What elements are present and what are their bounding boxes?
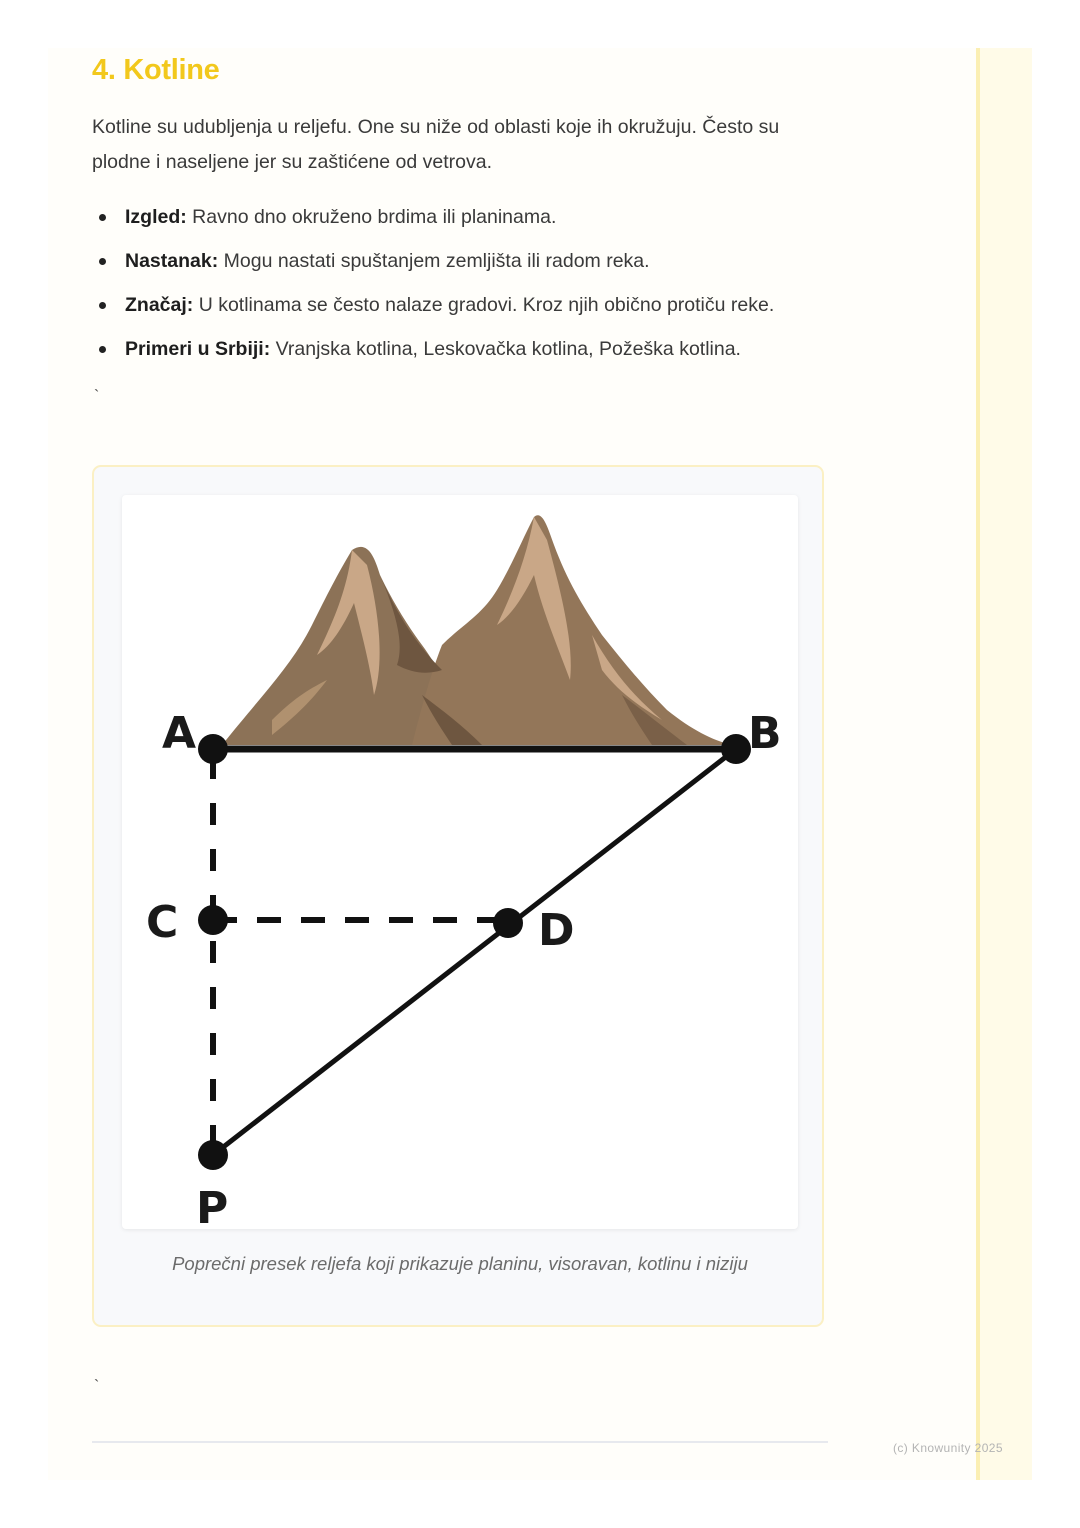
bullet-icon xyxy=(99,258,106,265)
relief-cross-section-image xyxy=(122,495,798,1229)
fact-label: Izgled: xyxy=(125,206,187,228)
fact-label: Značaj: xyxy=(125,294,194,316)
point-c xyxy=(198,905,228,935)
list-item-nastanak xyxy=(92,242,774,286)
copyright-text: (c) Knowunity 2025 xyxy=(893,1441,1003,1455)
list-item-znacaj xyxy=(92,286,774,330)
figure-caption: Poprečni presek reljefa koji prikazuje planinu, visoravan, kotlinu i niziju xyxy=(172,1253,748,1274)
mountains-illustration xyxy=(222,515,732,745)
line-b-p xyxy=(213,749,736,1155)
stray-backtick: ` xyxy=(94,1378,100,1395)
footer-divider xyxy=(92,1441,828,1443)
point-label-a: A xyxy=(162,708,197,759)
point-label-b: B xyxy=(748,708,782,759)
bullet-icon xyxy=(99,214,106,221)
fact-text: U kotlinama se često nalaze gradovi. Kroz njih obično protiču reke. xyxy=(198,294,775,316)
right-mountain xyxy=(412,515,732,745)
point-b xyxy=(721,734,751,764)
point-a xyxy=(198,734,228,764)
fact-label: Nastanak: xyxy=(125,250,219,272)
section-title: 4. Kotline xyxy=(92,54,220,86)
facts-list xyxy=(92,198,774,374)
list-item-izgled xyxy=(92,198,774,242)
fact-text: Vranjska kotlina, Leskovačka kotlina, Požeška kotlina. xyxy=(275,338,741,360)
fact-text: Ravno dno okruženo brdima ili planinama. xyxy=(192,206,557,228)
point-label-d: D xyxy=(538,905,575,956)
bullet-icon xyxy=(99,302,106,309)
side-margin-line xyxy=(976,48,980,1480)
point-label-c: C xyxy=(146,897,179,948)
point-p xyxy=(198,1140,228,1170)
stray-backtick: ` xyxy=(94,388,100,405)
side-margin-strip xyxy=(976,48,1032,1480)
intro-paragraph: Kotline su udubljenja u reljefu. One su niže od oblasti koje ih okružuju. Često su plodne i naseljene jer su zaštićene od vetrova. xyxy=(92,116,780,173)
fact-label: Primeri u Srbiji: xyxy=(125,338,271,360)
fact-text: Mogu nastati spuštanjem zemljišta ili radom reka. xyxy=(223,250,650,272)
list-item-primeri xyxy=(92,330,774,374)
point-label-p: P xyxy=(196,1183,229,1229)
bullet-icon xyxy=(99,346,106,353)
relief-diagram xyxy=(122,495,798,1229)
figure-card xyxy=(92,465,824,1327)
point-d xyxy=(493,908,523,938)
